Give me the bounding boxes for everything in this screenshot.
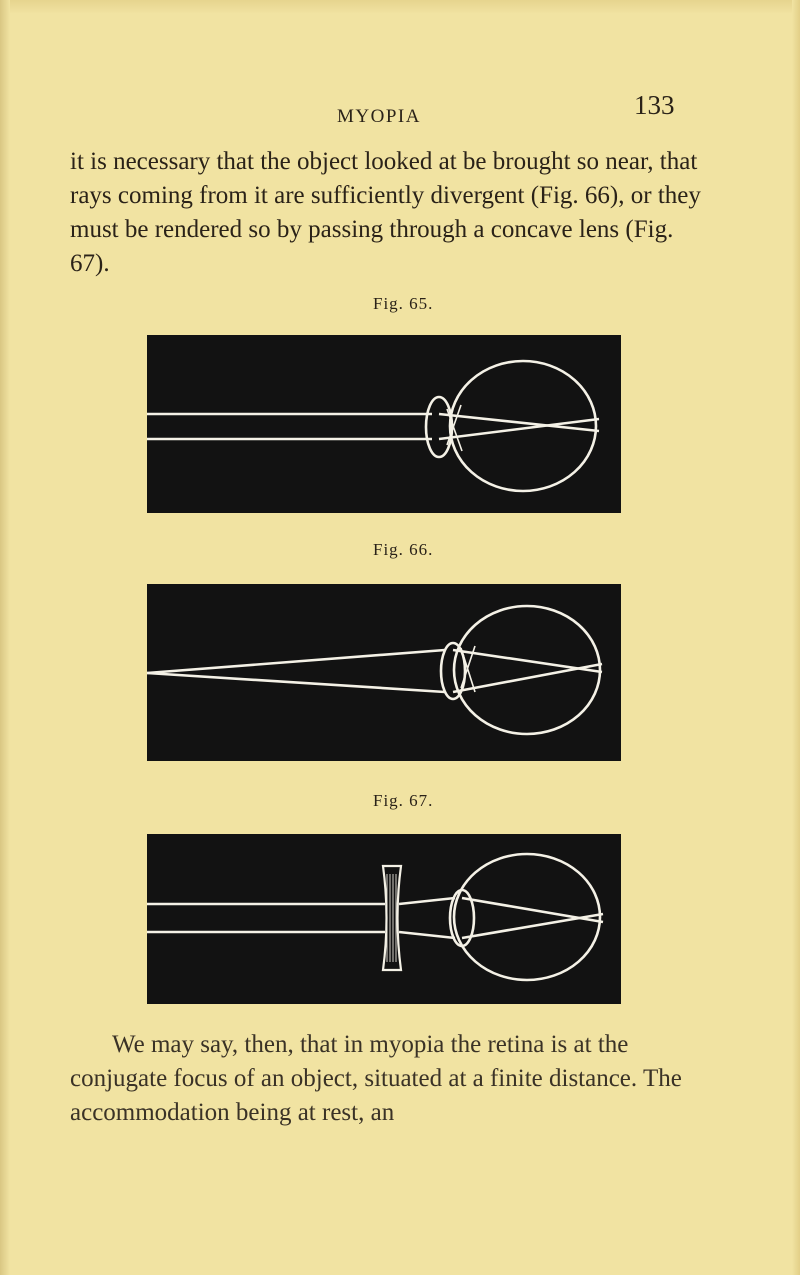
figure-67-illustration [147,834,621,1004]
paragraph: We may say, then, that in myopia the retina is at the conjugate focus of an object, situated at a finite distance. The accommodation being at rest, an [70,1031,682,1126]
ray [147,673,445,692]
ray [399,898,455,904]
figure-caption: Fig. 67. [373,791,434,810]
ray [147,650,445,673]
figure-caption: Fig. 66. [373,540,434,559]
ray [399,932,455,938]
page-edge-right [792,0,800,1275]
crystalline-lens [426,397,452,457]
ray [453,664,602,692]
page-edge-left [0,0,10,1275]
eye-diagram-divergent-rays [147,584,621,761]
figure-65-illustration [147,335,621,513]
figure-caption: Fig. 65. [373,294,434,313]
eyeball-outline [450,361,596,491]
figure-66-illustration [147,584,621,761]
page-number: 133 [634,90,675,120]
eye-diagram-parallel-rays [147,335,621,513]
running-head: MYOPIA [337,106,421,127]
lens-hatching [387,874,396,962]
page-edge-top [0,0,800,14]
eye-diagram-concave-lens [147,834,621,1004]
ray [462,914,603,938]
eyeball-outline [454,606,600,734]
concave-lens [383,866,401,970]
paragraph: it is necessary that the object looked at be brought so near, that rays coming from it are sufficiently divergent (Fig. 66), or they must be rendered so by passing through a concave lens (Fig. 67). [70,148,701,277]
